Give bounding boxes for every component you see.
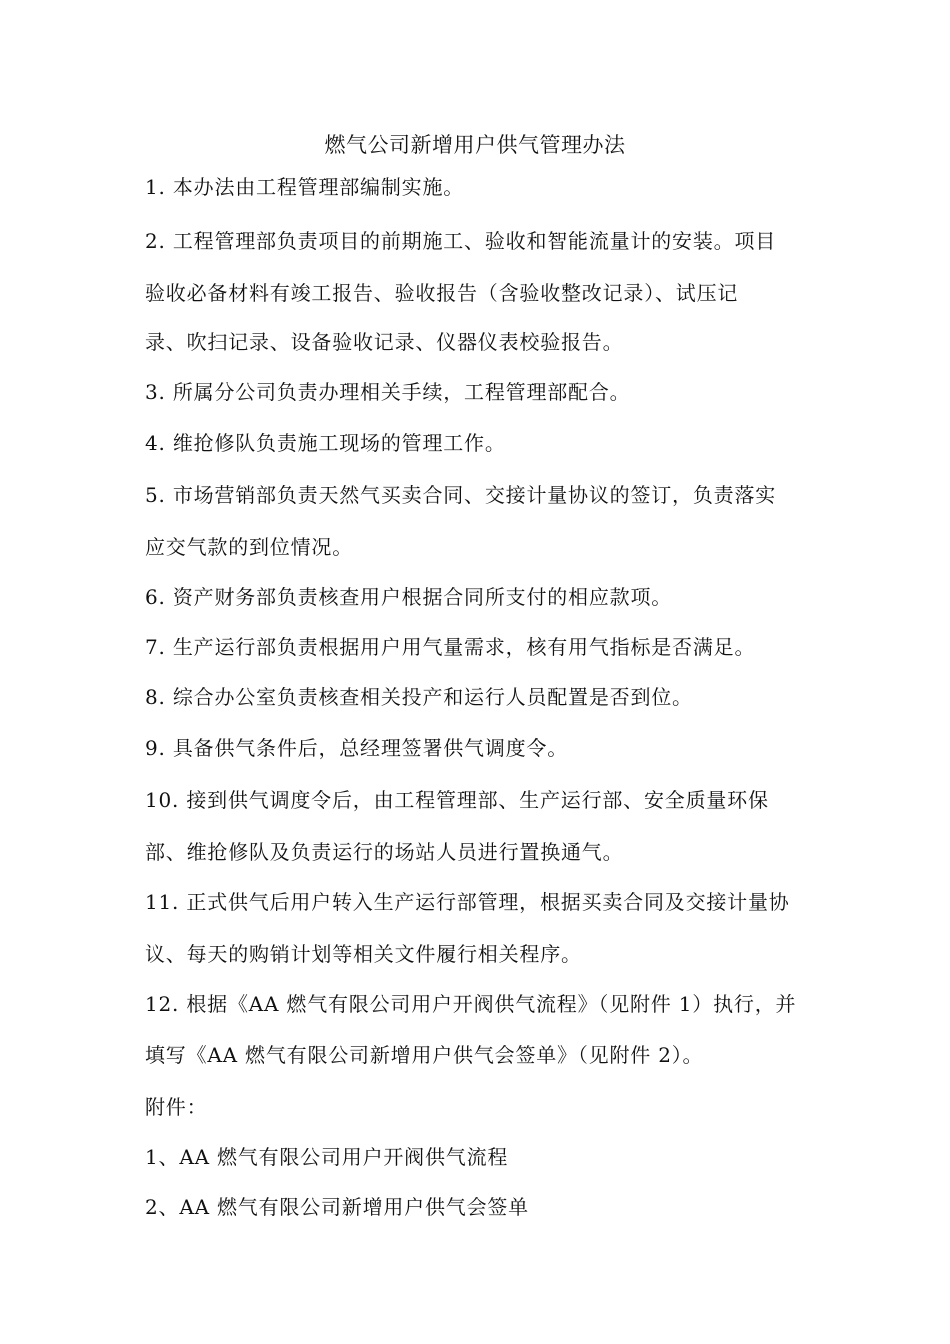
attachment-1: 1、AA 燃气有限公司用户开阀供气流程: [145, 1145, 509, 1169]
clause-12-line-2: 填写《AA 燃气有限公司新增用户供气会签单》（见附件 2）。: [145, 1043, 704, 1067]
clause-3: 3. 所属分公司负责办理相关手续，工程管理部配合。: [145, 380, 631, 404]
clause-5-line-1: 5. 市场营销部负责天然气买卖合同、交接计量协议的签订，负责落实: [145, 483, 777, 507]
clause-9: 9. 具备供气条件后，总经理签署供气调度令。: [145, 736, 569, 760]
clause-2-line-2: 验收必备材料有竣工报告、验收报告（含验收整改记录）、试压记: [145, 281, 739, 305]
clause-8: 8. 综合办公室负责核查相关投产和运行人员配置是否到位。: [145, 685, 693, 709]
clause-5-line-2: 应交气款的到位情况。: [145, 535, 353, 559]
clause-11-line-2: 议、每天的购销计划等相关文件履行相关程序。: [145, 942, 582, 966]
clause-12-line-1: 12. 根据《AA 燃气有限公司用户开阀供气流程》（见附件 1）执行，并: [145, 992, 797, 1016]
clause-2-line-3: 录、吹扫记录、设备验收记录、仪器仪表校验报告。: [145, 330, 624, 354]
clause-2-line-1: 2. 工程管理部负责项目的前期施工、验收和智能流量计的安装。项目: [145, 229, 777, 253]
clause-10-line-2: 部、维抢修队及负责运行的场站人员进行置换通气。: [145, 840, 624, 864]
document-title: 燃气公司新增用户供气管理办法: [324, 133, 626, 157]
clause-11-line-1: 11. 正式供气后用户转入生产运行部管理，根据买卖合同及交接计量协: [145, 890, 790, 914]
clause-10-line-1: 10. 接到供气调度令后，由工程管理部、生产运行部、安全质量环保: [145, 788, 769, 812]
attachment-2: 2、AA 燃气有限公司新增用户供气会签单: [145, 1195, 529, 1219]
attachments-heading: 附件：: [145, 1095, 208, 1119]
clause-4: 4. 维抢修队负责施工现场的管理工作。: [145, 431, 506, 455]
clause-7: 7. 生产运行部负责根据用户用气量需求，核有用气指标是否满足。: [145, 635, 756, 659]
clause-6: 6. 资产财务部负责核查用户根据合同所支付的相应款项。: [145, 585, 673, 609]
clause-1: 1. 本办法由工程管理部编制实施。: [145, 175, 465, 199]
